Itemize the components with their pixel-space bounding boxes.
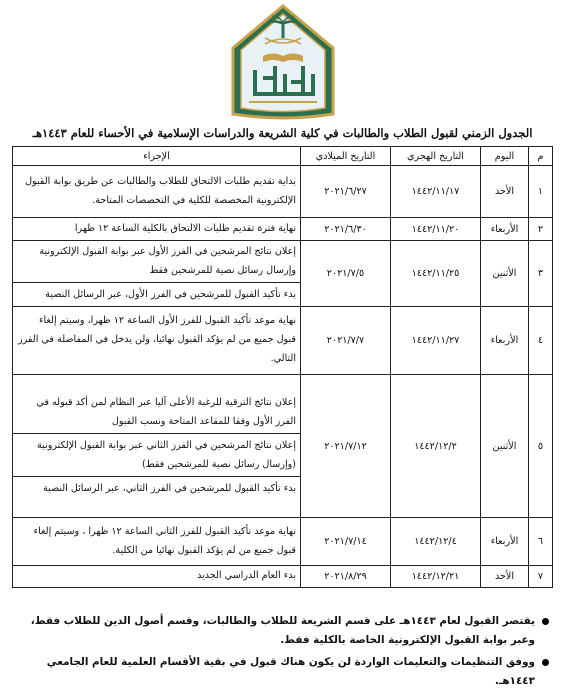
action-item: نهاية موعد تأكيد القبول للفرز الثاني الساعة ١٢ ظهرا ، وسيتم إلغاء قبول جميع من لم يؤكد القبول نهائيا من الكلية. — [33, 525, 296, 556]
row-hijri-date: ١٤٤٢/١١/١٧ — [391, 166, 481, 218]
row-hijri-date: ١٤٤٢/١٢/٢١ — [391, 566, 481, 588]
col-header-action: الإجراء — [13, 147, 301, 166]
table-row — [13, 566, 553, 588]
page-title: الجدول الزمني لقبول الطلاب والطالبات في كلية الشريعة والدراسات الإسلامية في الأحساء للعام ١٤٤٣هـ — [32, 126, 533, 140]
table-row — [13, 307, 553, 375]
table-row — [13, 375, 553, 518]
note-text: ووفق التنظيمات والتعليمات الواردة لن يكون هناك قبول في بقية الأقسام العلمية للعام الجامعي ١٤٤٣هـ. — [46, 656, 535, 687]
row-number: ٥ — [529, 375, 553, 518]
row-action — [13, 241, 301, 307]
row-gregorian-date: ٢٠٢١/٦/٣٠ — [301, 218, 391, 241]
row-number: ٣ — [529, 241, 553, 307]
row-day: الأربعاء — [481, 518, 529, 566]
col-header-gregorian-date: التاريخ الميلادي — [301, 147, 391, 166]
action-item: بداية تقديم طلبات الالتحاق للطلاب والطالبات عن طريق بوابة القبول الإلكترونية المخصصة للكلية في التخصصات المتاحة. — [25, 175, 296, 206]
action-item: بدء تأكيد القبول للمرشحين في الفرز الأول، عبر الرسائل النصية — [45, 288, 296, 300]
schedule-table — [12, 146, 553, 588]
row-action — [13, 518, 301, 566]
notes-list — [10, 612, 551, 694]
action-item: نهاية فترة تقديم طلبات الالتحاق بالكلية الساعة ١٢ ظهرا — [74, 222, 296, 234]
note-item — [10, 612, 551, 650]
row-gregorian-date: ٢٠٢١/٧/٥ — [301, 241, 391, 307]
note-item — [10, 653, 551, 691]
action-item: إعلان نتائج الترقية للرغبة الأعلى آليا عبر النظام لمن أكد قبوله في الفرز الأول وفقا للمقاعد المتاحة ونسب القبول — [12, 393, 301, 434]
row-action — [13, 375, 301, 518]
row-day: الأحد — [481, 166, 529, 218]
row-day: الأربعاء — [481, 307, 529, 375]
table-header-row — [13, 147, 553, 166]
row-gregorian-date: ٢٠٢١/٧/١٢ — [301, 375, 391, 518]
action-item: نهاية موعد تأكيد القبول للفرز الأول الساعة ١٢ ظهرا، وسيتم إلغاء قبول جميع من لم يؤكد القبول نهائيا، ولن يدخل في المفاضلة في الفرز التالي. — [18, 315, 296, 364]
col-header-number: م — [529, 147, 553, 166]
row-day: الأثنين — [481, 375, 529, 518]
table-row — [13, 241, 553, 307]
action-item: بدء العام الدراسي الجديد — [197, 570, 296, 581]
col-header-hijri-date: التاريخ الهجري — [391, 147, 481, 166]
row-number: ٧ — [529, 566, 553, 588]
university-seal-logo — [229, 4, 337, 120]
row-gregorian-date: ٢٠٢١/٧/٧ — [301, 307, 391, 375]
bullet-icon — [542, 659, 549, 666]
row-gregorian-date: ٢٠٢١/٦/٢٧ — [301, 166, 391, 218]
row-hijri-date: ١٤٤٢/١٢/٢ — [391, 375, 481, 518]
row-hijri-date: ١٤٤٢/١١/٢٥ — [391, 241, 481, 307]
row-number: ٢ — [529, 218, 553, 241]
table-row — [13, 218, 553, 241]
col-header-day: اليوم — [481, 147, 529, 166]
row-action — [13, 166, 301, 218]
row-number: ٦ — [529, 518, 553, 566]
row-action — [13, 218, 301, 241]
row-gregorian-date: ٢٠٢١/٧/١٤ — [301, 518, 391, 566]
row-action — [13, 566, 301, 588]
row-day: الأحد — [481, 566, 529, 588]
row-day: الأثنين — [481, 241, 529, 307]
row-gregorian-date: ٢٠٢١/٨/٢٩ — [301, 566, 391, 588]
row-hijri-date: ١٤٤٢/١٢/٤ — [391, 518, 481, 566]
action-item: إعلان نتائج المرشحين في الفرز الأول عبر بوابة القبول الإلكترونية وإرسال رسائل نصية للمرشحين فقط — [12, 242, 301, 283]
row-action — [13, 307, 301, 375]
note-text: يقتصر القبول لعام ١٤٤٣هـ على قسم الشريعة للطلاب والطالبات، وقسم أصول الدين للطلاب فقط، وعبر بوابة القبول الإلكترونية الخاصة بالكلية فقط. — [30, 615, 535, 646]
bullet-icon — [542, 618, 549, 625]
table-row — [13, 518, 553, 566]
row-number: ١ — [529, 166, 553, 218]
action-item: إعلان نتائج المرشحين في الفرز الثاني عبر بوابة القبول الإلكترونية (وإرسال رسائل نصية للمرشحين فقط) — [12, 434, 301, 477]
row-hijri-date: ١٤٤٢/١١/٢٠ — [391, 218, 481, 241]
row-day: الأربعاء — [481, 218, 529, 241]
action-item: بدء تأكيد القبول للمرشحين في الفرز الثاني، عبر الرسائل النصية — [42, 482, 296, 494]
row-hijri-date: ١٤٤٢/١١/٢٧ — [391, 307, 481, 375]
row-number: ٤ — [529, 307, 553, 375]
table-row — [13, 166, 553, 218]
